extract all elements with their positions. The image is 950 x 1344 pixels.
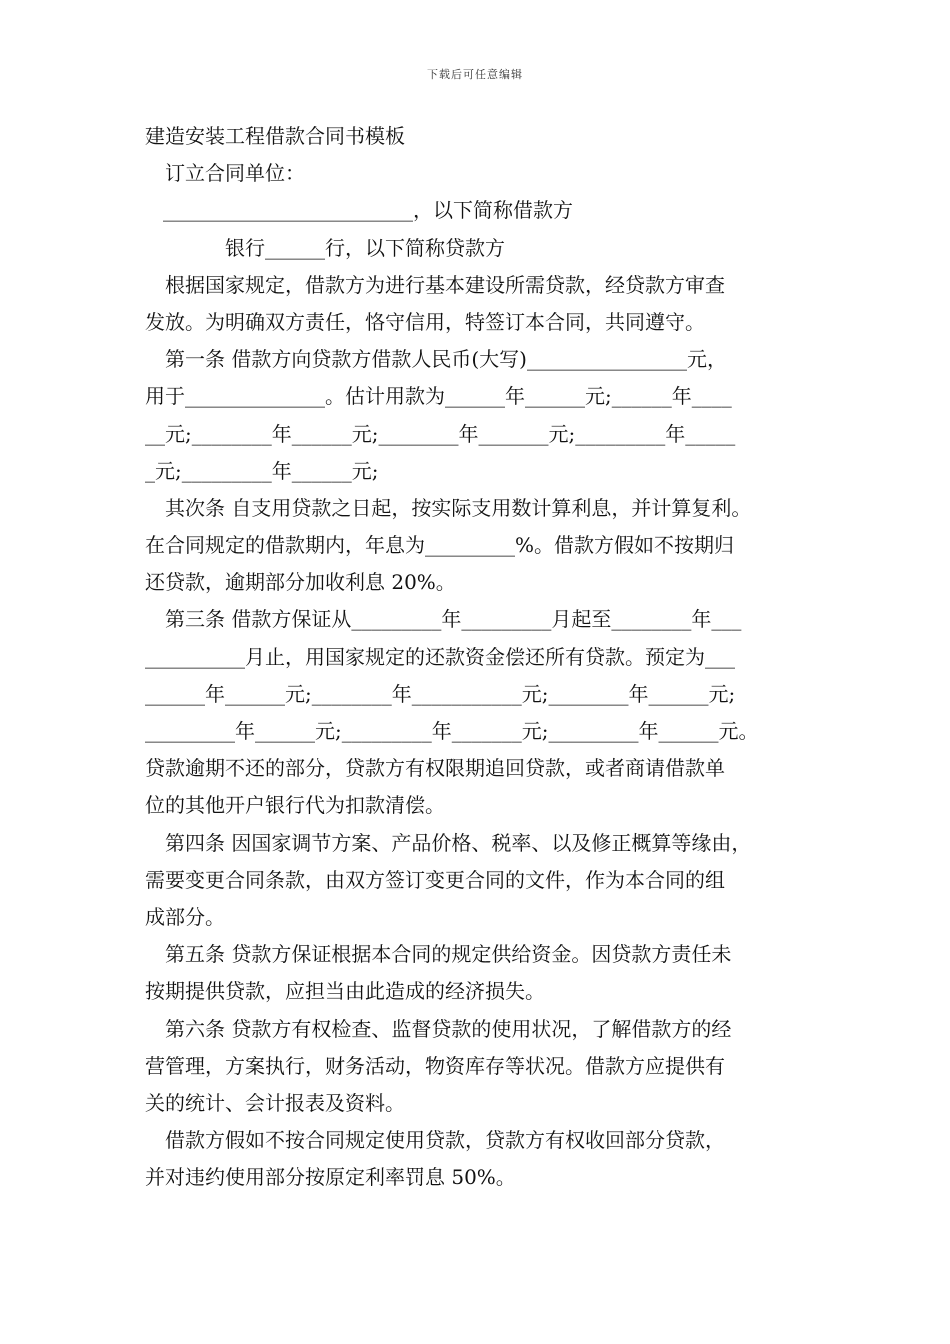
paragraph-line: 成部分。 [145, 904, 225, 929]
borrower-line: _________________________，以下简称借款方 [163, 198, 573, 223]
paragraph-line: _元;_________年______元; [145, 458, 379, 483]
paragraph-line: 营管理，方案执行，财务活动，物资库存等状况。借款方应提供有 [145, 1053, 725, 1078]
paragraph-line: ______年______元;________年___________元;________年______元; [145, 681, 736, 706]
paragraph-line: 根据国家规定，借款方为进行基本建设所需贷款，经贷款方审查 [165, 272, 725, 297]
article-2 [145, 490, 825, 602]
paragraph-line: 发放。为明确双方责任，恪守信用，特签订本合同，共同遵守。 [145, 309, 705, 334]
paragraph-line: 第五条 贷款方保证根据本合同的规定供给资金。因贷款方责任未 [165, 942, 732, 967]
paragraph-line: 还贷款，逾期部分加收利息 20%。 [145, 570, 456, 595]
paragraph-line: 在合同规定的借款期内，年息为_________%。借款方假如不按期归 [145, 533, 735, 558]
paragraph-line: 第六条 贷款方有权检查、监督贷款的使用状况，了解借款方的经 [165, 1016, 732, 1041]
paragraph-line: 需要变更合同条款，由双方签订变更合同的文件，作为本合同的组 [145, 867, 725, 892]
article-7 [145, 1122, 825, 1196]
article-6 [145, 1011, 825, 1123]
paragraph-line: 位的其他开户银行代为扣款清偿。 [145, 793, 445, 818]
paragraph-line: 贷款逾期不还的部分，贷款方有权限期追回贷款，或者商请借款单 [145, 756, 725, 781]
document-body [145, 118, 825, 1196]
paragraph-line: 借款方假如不按合同规定使用贷款，贷款方有权收回部分贷款， [165, 1128, 725, 1153]
article-1 [145, 341, 825, 490]
paragraph-line: 并对违约使用部分按原定利率罚息 50%。 [145, 1165, 516, 1190]
paragraph-line: 第三条 借款方保证从_________年_________月起至________年___ [165, 607, 742, 632]
document-title: 建造安装工程借款合同书模板 [145, 124, 405, 148]
article-5 [145, 936, 825, 1010]
paragraph-line: 其次条 自支用贷款之日起，按实际支用数计算利息，并计算复利。 [165, 495, 752, 520]
paragraph-line: _________年______元;_________年_______元;_________年______元。 [145, 719, 759, 743]
paragraph-line: __________月止，用国家规定的还款资金偿还所有贷款。预定为___ [145, 644, 735, 669]
paragraph-line: 第一条 借款方向贷款方借款人民币(大写)________________元， [165, 347, 727, 372]
paragraph-line: 第四条 因国家调节方案、产品价格、税率、以及修正概算等缘由， [165, 830, 752, 855]
intro-paragraph [145, 267, 825, 341]
paragraph-line: __元;________年______元;________年_______元;_________年_____ [145, 421, 736, 446]
party-label: 订立合同单位： [165, 161, 305, 186]
article-4 [145, 825, 825, 937]
paragraph-line: 按期提供贷款，应担当由此造成的经济损失。 [145, 979, 545, 1004]
paragraph-line: 用于______________。估计用款为______年______元;______年____ [145, 384, 732, 409]
lender-line: 银行______行，以下简称贷款方 [225, 235, 505, 260]
article-3 [145, 601, 825, 824]
paragraph-line: 关的统计、会计报表及资料。 [145, 1090, 405, 1115]
header-note: 下载后可任意编辑 [427, 68, 523, 81]
